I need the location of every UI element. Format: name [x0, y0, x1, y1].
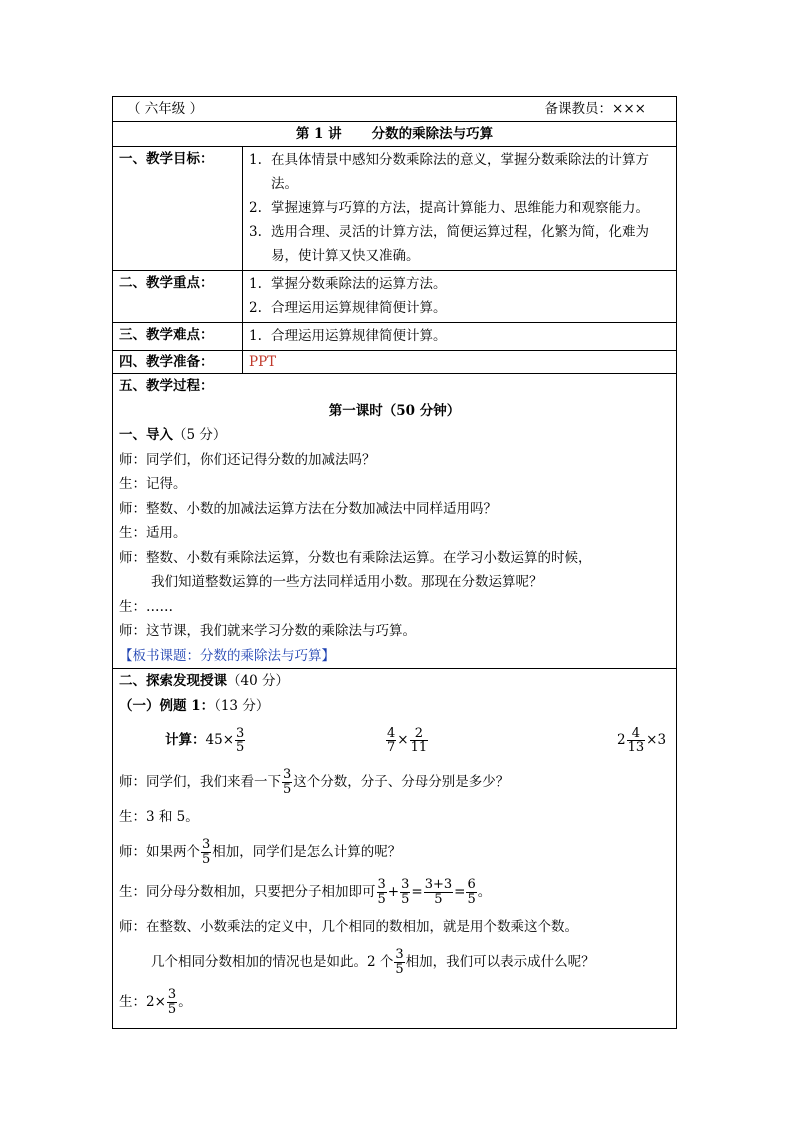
header-row — [113, 97, 677, 122]
goals-label: 一、教学目标： — [113, 147, 243, 271]
fraction: $\frac{4}{13}$ — [627, 725, 645, 755]
dialog-line: 生：记得。 — [119, 476, 187, 492]
lesson-title — [113, 122, 677, 147]
intro-heading: 一、导入（5 分） — [119, 427, 227, 443]
fraction: $\frac{3}{5}$ — [202, 837, 211, 867]
prep-label: 四、教学准备： — [113, 351, 243, 374]
goal-item: 3. 选用合理、灵活的计算方法，简便运算过程，化繁为简，化难为易，使计算又快又准确。 — [249, 224, 649, 264]
dialog-line: 师：在整数、小数乘法的定义中，几个相同的数相加，就是用个数乘这个数。 — [119, 919, 578, 935]
process-section — [113, 374, 677, 669]
dialog-line: 师：如果两个 $\frac{3}{5}$ 相加，同学们是怎么计算的呢？ — [119, 837, 402, 867]
difficulty-item: 1. 合理运用运算规律简便计算。 — [249, 328, 447, 344]
example-expressions — [119, 718, 670, 762]
lesson-plan-table — [112, 96, 677, 1029]
dialog-line: 师：同学们，我们来看一下 $\frac{3}{5}$ 这个分数，分子、分母分别是多少？ — [119, 767, 510, 797]
key-points-list — [243, 271, 677, 323]
dialog-line: 生：适用。 — [119, 525, 187, 541]
goals-list — [243, 147, 677, 271]
fraction: $\frac{3}{5}$ — [395, 947, 404, 977]
fraction: $\frac{3}{5}$ — [167, 987, 177, 1017]
dialog-line: 生：2× $\frac{3}{5}$ 。 — [119, 987, 192, 1017]
example-heading: （一）例题 1：（13 分） — [119, 697, 270, 714]
explore-heading: 二、探索发现授课（40 分） — [119, 673, 289, 689]
expression-1: 计算：45× $\frac{3}{5}$ — [165, 725, 245, 755]
expression-2: $\frac{4}{7}$ × $\frac{2}{11}$ — [387, 725, 428, 755]
dialog-line: 师：同学们，你们还记得分数的加减法吗？ — [119, 451, 376, 468]
dialog-line: 生：…… — [119, 598, 173, 615]
dialog-line: 生：同分母分数相加，只要把分子相加即可 $\frac{3}{5}$ + $\frac{3}{5}$ = $\frac{3+3}{5}$ = $\frac{6}{5}$ 。 — [119, 877, 492, 907]
process-label: 五、教学过程： — [119, 378, 214, 394]
fraction: $\frac{3+3}{5}$ — [424, 877, 453, 907]
lesson-plan — [112, 96, 676, 1029]
fraction: $\frac{2}{11}$ — [410, 725, 428, 755]
explore-section — [113, 669, 677, 1029]
teacher-label: 备课教员：××× — [544, 101, 646, 117]
key-point-item: 1. 掌握分数乘除法的运算方法。 — [249, 276, 447, 292]
grade-label: （ 六年级 ） — [127, 101, 204, 117]
expression-3: 2 $\frac{4}{13}$ ×3 — [617, 725, 667, 755]
key-points-label: 二、教学重点： — [113, 271, 243, 323]
dialog-line: 几个相同分数相加的情况也是如此。2 个 $\frac{3}{5}$ 相加，我们可以表示成什么呢？ — [151, 947, 595, 977]
goal-item: 1. 在具体情景中感知分数乘除法的意义，掌握分数乘除法的计算方法。 — [249, 152, 649, 192]
lesson-number: 第 1 讲 — [295, 126, 342, 142]
period-title: 第一课时（50 分钟） — [328, 402, 461, 419]
dialog-line: 我们知道整数运算的一些方法同样适用小数。那现在分数运算呢？ — [151, 574, 543, 590]
fraction: $\frac{4}{7}$ — [387, 725, 396, 755]
fraction: $\frac{6}{5}$ — [467, 877, 476, 907]
goal-item: 2. 掌握速算与巧算的方法，提高计算能力、思维能力和观察能力。 — [249, 200, 649, 216]
dialog-line: 生：3 和 5。 — [119, 809, 199, 825]
fraction: $\frac{3}{5}$ — [377, 877, 386, 907]
difficulties-label: 三、教学难点： — [113, 323, 243, 351]
fraction: $\frac{3}{5}$ — [236, 725, 245, 755]
dialog-line: 师：这节课，我们就来学习分数的乘除法与巧算。 — [119, 623, 416, 639]
board-title: 【板书课题：分数的乘除法与巧算】 — [119, 647, 335, 664]
key-point-item: 2. 合理运用运算规律简便计算。 — [249, 300, 447, 316]
prep-value: PPT — [243, 351, 677, 374]
difficulties-list — [243, 323, 677, 351]
fraction: $\frac{3}{5}$ — [283, 767, 292, 797]
dialog-line: 师：整数、小数的加减法运算方法在分数加减法中同样适用吗？ — [119, 500, 497, 517]
lesson-name: 分数的乘除法与巧算 — [371, 126, 494, 142]
fraction: $\frac{3}{5}$ — [401, 877, 410, 907]
dialog-line: 师：整数、小数有乘除法运算，分数也有乘除法运算。在学习小数运算的时候， — [119, 549, 592, 566]
